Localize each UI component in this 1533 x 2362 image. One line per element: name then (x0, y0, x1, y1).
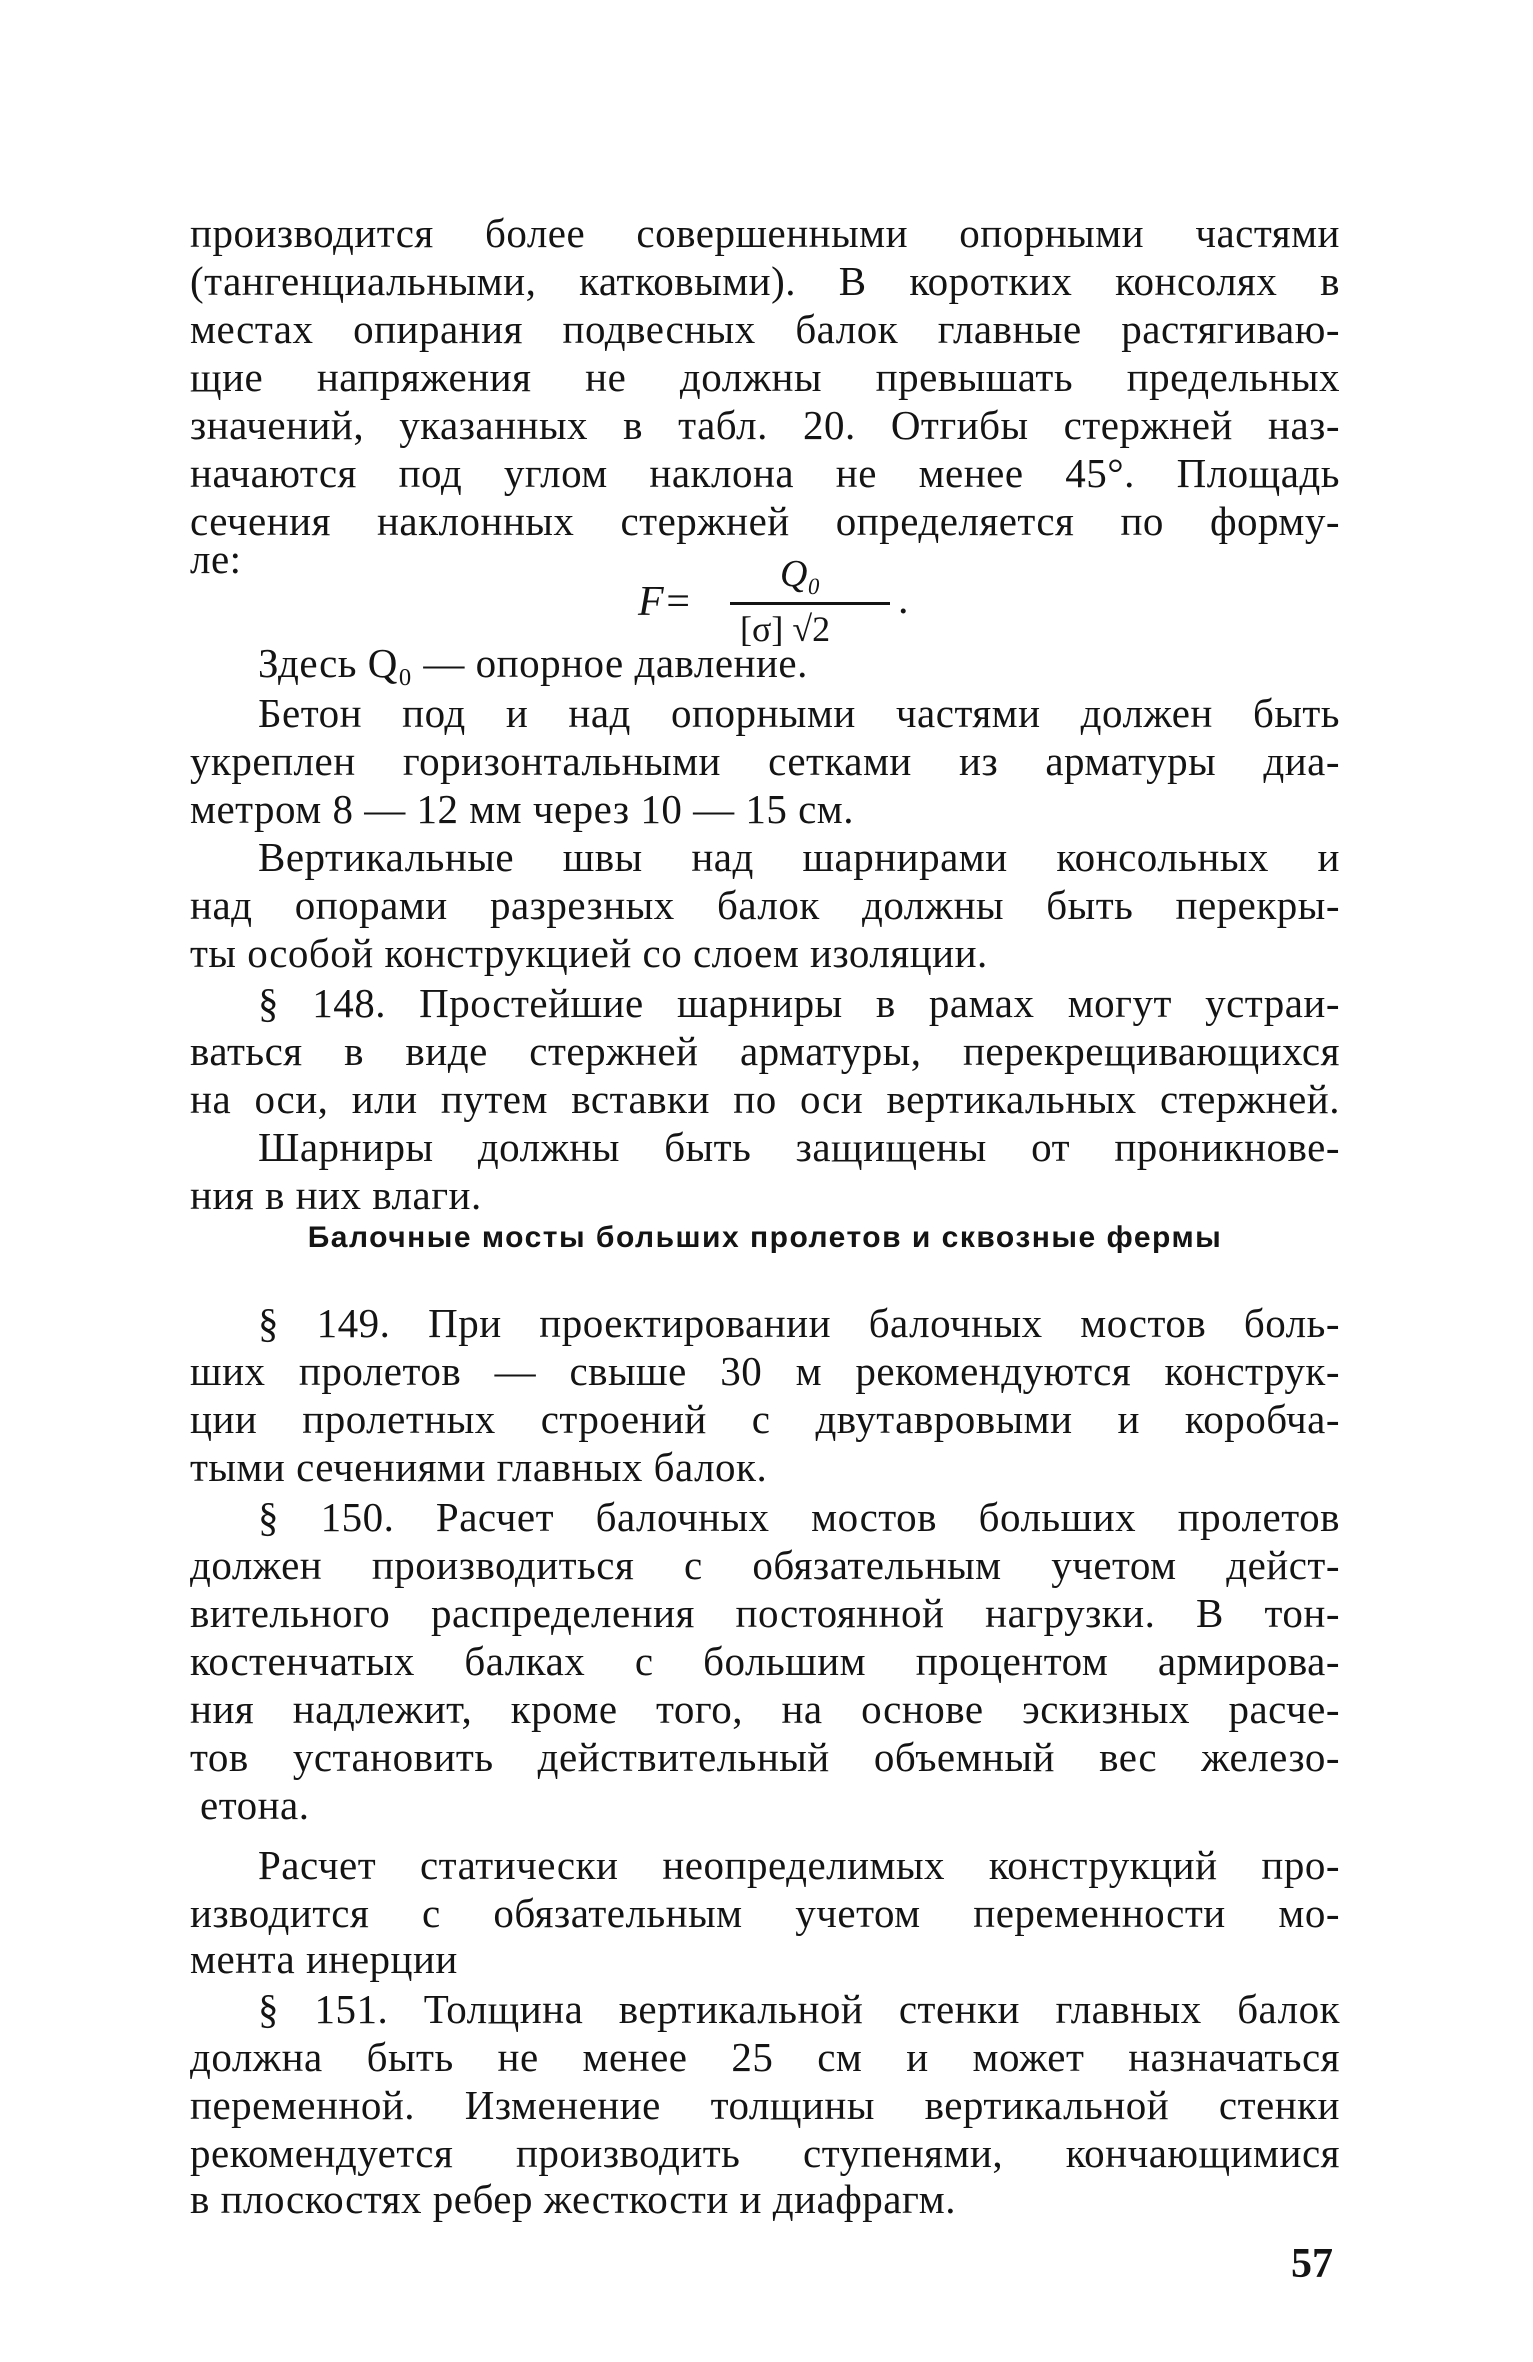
text-line: вительного распределения постоянной нагрузки. В тон- (190, 1590, 1340, 1636)
text-line: Шарниры должны быть защищены от проникнове- (258, 1124, 1340, 1170)
text-line: костенчатых балках с большим процентом армирова- (190, 1638, 1340, 1684)
text-line: рекомендуется производить ступенями, кончающимися (190, 2130, 1340, 2176)
text-line: Бетон под и над опорными частями должен быть (258, 690, 1340, 736)
fraction-bar (730, 602, 890, 605)
text-line: Вертикальные швы над шарнирами консольных и (258, 834, 1340, 880)
formula-lhs: F= (638, 579, 692, 625)
text-line: укреплен горизонтальными сетками из арматуры диа- (190, 738, 1340, 784)
text-line: должен производиться с обязательным учетом дейст- (190, 1542, 1340, 1588)
section-heading: Балочные мосты больших пролетов и сквозные фермы (307, 1221, 1223, 1254)
text-line: ния надлежит, кроме того, на основе эскизных расче- (190, 1686, 1340, 1732)
text-line: сечения наклонных стержней определяется по форму- (190, 498, 1340, 544)
text-line: тов установить действительный объемный вес железо- (190, 1734, 1340, 1780)
text-line: (тангенциальными, катковыми). В коротких консолях в (190, 258, 1340, 304)
text-line: етона. (200, 1782, 310, 1828)
text-line: § 149. При проектировании балочных мостов боль- (258, 1300, 1340, 1346)
text-line: тыми сечениями главных балок. (190, 1444, 768, 1490)
text-line: мента инерции (190, 1936, 458, 1982)
text-line: ле: (190, 536, 242, 582)
text-line: щие напряжения не должны превышать предельных (190, 354, 1340, 400)
text-line: ты особой конструкцией со слоем изоляции. (190, 930, 988, 976)
text-line: в плоскостях ребер жесткости и диафрагм. (190, 2176, 956, 2222)
text-line: над опорами разрезных балок должны быть перекры- (190, 882, 1340, 928)
text-line: производится более совершенными опорными частями (190, 210, 1340, 256)
text-line: § 151. Толщина вертикальной стенки главных балок (258, 1986, 1340, 2032)
text-line: переменной. Изменение толщины вертикальной стенки (190, 2082, 1340, 2128)
text-line: должна быть не менее 25 см и может назначаться (190, 2034, 1340, 2080)
text-line: ших пролетов — свыше 30 м рекомендуются конструк- (190, 1348, 1340, 1394)
text-line: метром 8 — 12 мм через 10 — 15 см. (190, 786, 854, 832)
text-line: на оси, или путем вставки по оси вертикальных стержней. (190, 1076, 1340, 1122)
text-line: ваться в виде стержней арматуры, перекрещивающихся (190, 1028, 1340, 1074)
formula-trailing: . (898, 577, 909, 623)
text-line: местах опирания подвесных балок главные растягиваю- (190, 306, 1340, 352)
text-line: начаются под углом наклона не менее 45°. Площадь (190, 450, 1340, 496)
text-line: § 148. Простейшие шарниры в рамах могут устраи- (258, 980, 1340, 1026)
text-line: Здесь Q₀ — опорное давление. (258, 640, 808, 686)
text-line: ния в них влаги. (190, 1172, 482, 1218)
text-line: изводится с обязательным учетом переменности мо- (190, 1890, 1340, 1936)
formula-numerator: Q₀ (780, 553, 821, 595)
text-line: значений, указанных в табл. 20. Отгибы стержней наз- (190, 402, 1340, 448)
text-line: Расчет статически неопределимых конструкций про- (258, 1842, 1340, 1888)
text-line: ции пролетных строений с двутавровыми и коробча- (190, 1396, 1340, 1442)
page-number: 57 (1291, 2241, 1333, 2287)
formula-denominator: [σ] √2 (740, 609, 831, 649)
text-line: § 150. Расчет балочных мостов больших пролетов (258, 1494, 1340, 1540)
